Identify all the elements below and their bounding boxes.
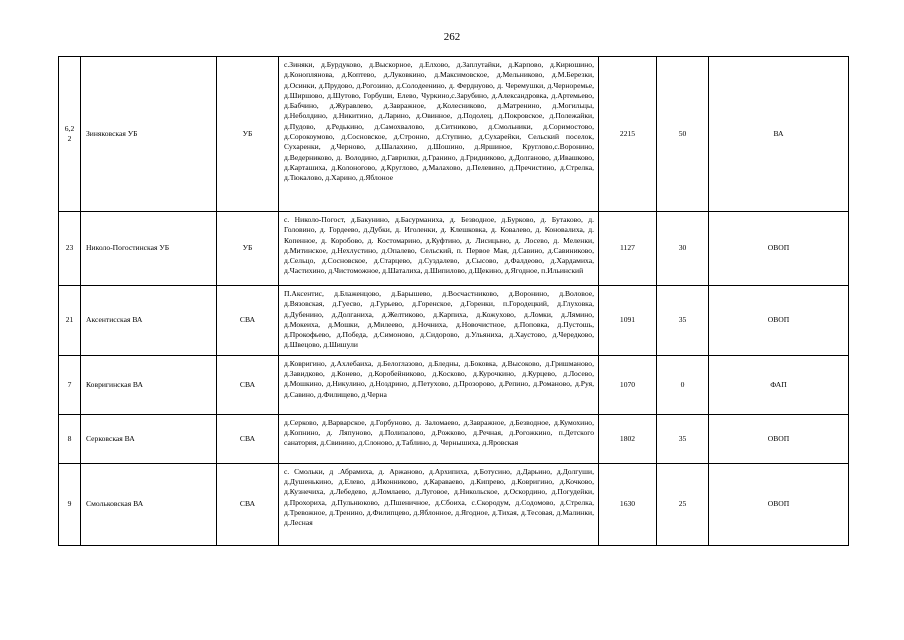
settlements-list: д.Ковригино, д.Ахлебаиха, д.Белоглазово, д.Бледны, д.Боковка, д.Высоково, д.Гришманово, д.Завидково, д.Конево, д.Коробейниково, д.Косково, д.Курочкино, д.Курцево, д.Лосево, д.Мошкино, д.Никулино, д.Ноздрино, д.Петухово, д.Прозорово, д.Репино, д.Романово, д.Руя, д.Савино, д.Филищево, д.Черна (279, 355, 599, 414)
population-value: 1127 (599, 212, 657, 286)
settlements-list: с. Смольки, д .Абрамиха, д. Аржаново, д.Архипиха, д.Ботусино, д.Дарьино, д.Долгуши, д.Душенькино, д.Елево, д.Иконниково, д.Караваево, д.Кипрево, д.Ковригино, д.Кочково, д.Кузнечиха, д.Лебедево, д.Ломлаево, д.Луговое, д.Никольское, д.Оскордино, д.Погудейки, д.Прохориха, д.Пульнюково, д.Пшеничное, д.Сбоиха, с.Скородум, д.Содомово, д.Стрелка, д.Тревожное, д.Тренино, д.Филипцево, д.Яблонное, д.Ягодное, д.Тихая, д.Тесовая, д.Малинки, д.Лесная (279, 463, 599, 545)
facility-type: УБ (217, 212, 279, 286)
facility-type: СВА (217, 463, 279, 545)
distance-value: 35 (657, 414, 709, 463)
settlements-list: с.Зиняки, д.Бурдуково, д.Выскорное, д.Елхово, д.Заплутайки, д.Карпово, д.Кирюшино, д.Коноплянова, д.Коптево, д.Луковкино, д.Максимовское, д.Мельниково, д.М.Березки, д.Осинки, д.Прудово, д.Рогозино, д.Солодеенино, д. Ферднуово, д. Черемушки, д.Черноремье, д.Ширшово, д.Шутово, Горбуши, Елево, Чуркино,с.Зарубино, д.Александровка, д.Артемьево, д.Бабчино, д.Журавлево, д.Завражное, д.Колесниково, д.Матренино, д.Могильцы, д.Неболдино, д.Никитино, д.Ларино, д.Овинное, д.Подолец, д.Покровское, д.Полежайки, д.Пудово, д.Редькино, д.Самохвалово, д.Ситниково, д.Смольники, д.Соримостово, д.Сорокоумово, д.Сосновское, д.Стронно, д.Ступино, д.Сухарейки, Сельский поселок, Сухаренки, д.Черново, д.Шалахино, д.Шошино, д.Яршиное, Круглово,с.Воронино, д.Ведерниково, д. Володино, д.Гаврилки, д.Гранино, д.Гридниково, д.Долганово, д.Ивашково, д.Карташиха, д.Колоногово, д.Круглово, д.Малахово, д.Пелевино, д.Пречистино, д.Стрелка, д.Тюкалово, д.Харино, д.Яблоное (279, 57, 599, 212)
population-value: 1630 (599, 463, 657, 545)
row-number: 21 (59, 286, 81, 356)
table-row (59, 286, 849, 356)
distance-value: 25 (657, 463, 709, 545)
facility-kind: ОВОП (709, 286, 849, 356)
facility-type: УБ (217, 57, 279, 212)
table-row (59, 212, 849, 286)
table-row (59, 355, 849, 414)
population-value: 1802 (599, 414, 657, 463)
table-row (59, 57, 849, 212)
settlements-list: с. Николо-Погост, д.Бакунино, д.Басурманиха, д. Безводное, д.Бурково, д. Бутаково, д. Головино, д. Гордеево, д.Дубки, д. Иголенки, д. Клешковка, д. Ковалево, д. Коновалиха, д. Копенное, д. Коробово, д. Костомарино, д.Куфтино, д. Лисицыно, д. Лосево, д. Меленки, д.Митинское, д.Нехлустино, д.Опалево, Сельский, п. Первое Мая, д.Савино, д.Савиниково, д.Сельцо, д.Сосновское, д.Старцево, д.Суздалево, д.Сысово, д.Фалдеово, д.Хардамиха, д.Частихино, д.Чистоможное, д.Шаталиха, д.Шипилово, д.Щекино, д.Ягодное, п.Ильинский (279, 212, 599, 286)
facility-type: СВА (217, 414, 279, 463)
facility-kind: ОВОП (709, 414, 849, 463)
settlements-list: д.Серково, д.Варварское, д.Горбуново, д. Заломаево, д.Завражное, д.Безводное, д.Кумохино, д.Копнино, д. Ляпуново, д.Полизалово, д.Рожково, д.Речная, д.Рогожкино, п.Детского санатория, д.Свинино, д.Слоново, д.Таблино, д. Чернышиха, д.Яровская (279, 414, 599, 463)
facility-type: СВА (217, 286, 279, 356)
facility-kind: ФАП (709, 355, 849, 414)
facility-name: Зиняковская УБ (81, 57, 217, 212)
facility-name: Смольковская ВА (81, 463, 217, 545)
population-value: 1091 (599, 286, 657, 356)
row-number: 8 (59, 414, 81, 463)
table-row (59, 414, 849, 463)
distance-value: 30 (657, 212, 709, 286)
facility-name: Ковригинская ВА (81, 355, 217, 414)
settlements-table (58, 56, 849, 546)
population-value: 2215 (599, 57, 657, 212)
row-number: 23 (59, 212, 81, 286)
facility-kind: ОВОП (709, 463, 849, 545)
facility-kind: ВА (709, 57, 849, 212)
page-number: 262 (443, 31, 461, 43)
facility-name: Николо-Погостинская УБ (81, 212, 217, 286)
distance-value: 0 (657, 355, 709, 414)
distance-value: 50 (657, 57, 709, 212)
row-number: 9 (59, 463, 81, 545)
facility-type: СВА (217, 355, 279, 414)
table-row (59, 463, 849, 545)
facility-name: Серковская ВА (81, 414, 217, 463)
settlements-list: П.Аксентис, д.Блаженцово, д.Барышево, д.Восчастниково, д.Воронино, д.Воловое, д.Вязовская, д.Гуесво, д.Гурьево, д.Горенское, д.Горенки, п.Городецкий, д.Глуховка, д.Дубенино, д.Долганиха, д.Желтиково, д.Карпиха, д.Кожухово, д.Ломки, д.Лямино, д.Мокеиха, д.Мошки, д.Милеево, д.Ночниха, д.Новочистное, д.Поповка, д.Пустошь, д.Прокофьево, д.Победа, д.Симоново, д.Сидорово, д.Ульяниха, д.Хаустово, д.Чередково, д.Швецово, д.Шишули (279, 286, 599, 356)
facility-name: Аксентисская ВА (81, 286, 217, 356)
facility-kind: ОВОП (709, 212, 849, 286)
population-value: 1070 (599, 355, 657, 414)
row-number: 7 (59, 355, 81, 414)
row-number: 6,2 2 (59, 57, 81, 212)
distance-value: 35 (657, 286, 709, 356)
